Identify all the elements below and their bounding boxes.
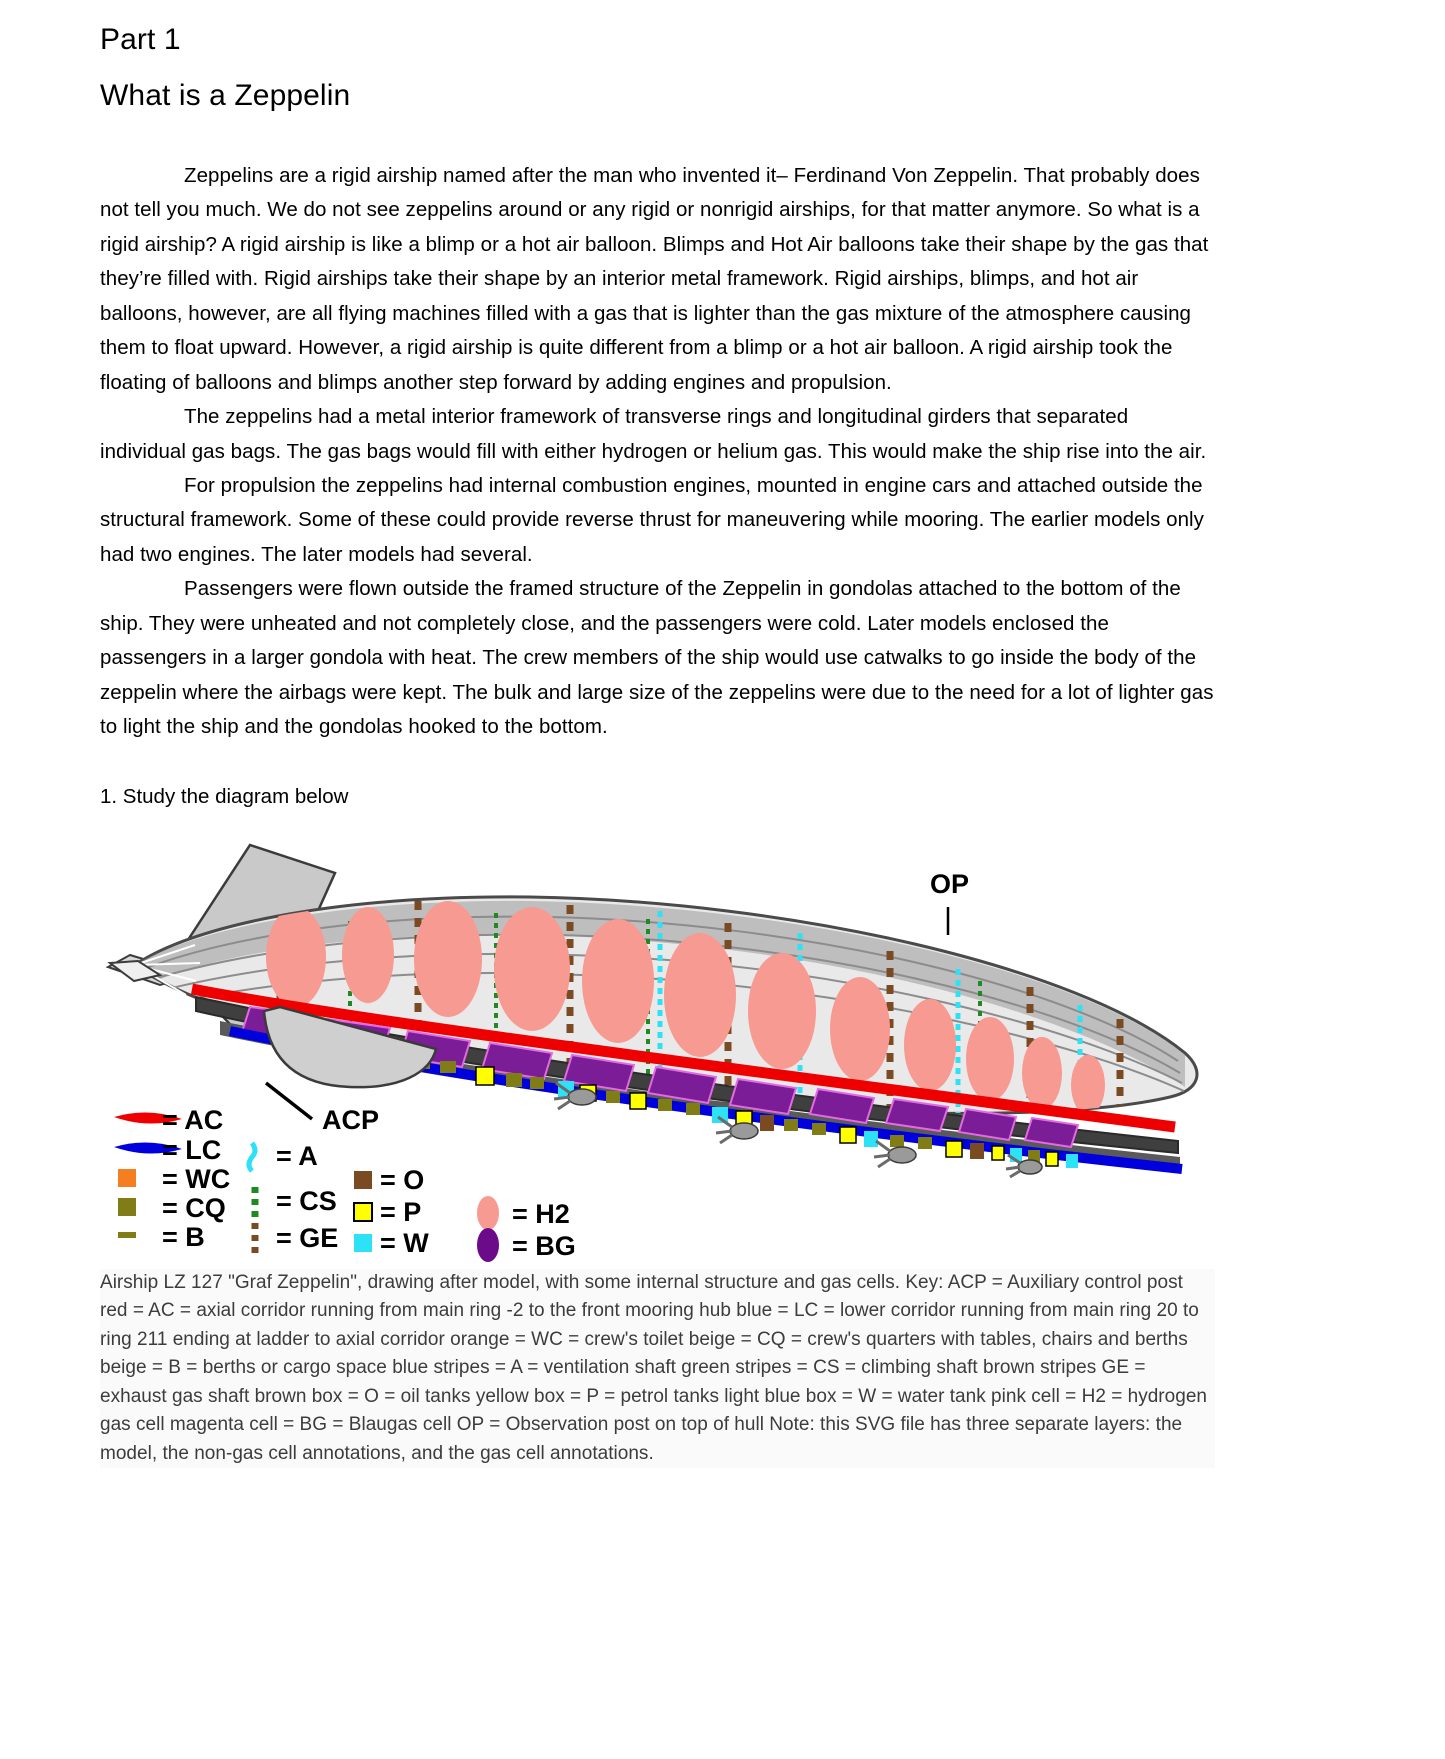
legend-swatch-p xyxy=(354,1203,372,1221)
part-heading: Part 1 xyxy=(100,23,181,56)
legend-label-ac: = AC xyxy=(162,1104,224,1135)
legend-label-b: = B xyxy=(162,1221,205,1252)
legend-label-o: = O xyxy=(380,1164,425,1195)
legend-label-h2: = H2 xyxy=(512,1198,570,1229)
paragraph-4-text: Passengers were flown outside the framed structure of the Zeppelin in gondolas attached to the bottom of the ship. They were unheated and not completely close, and the passengers were cold. Later models enclosed the passengers in a larger gondola with heat. The crew members of the ship would use catwalks to go inside the body of the zeppelin where the airbags were kept. The bulk and large size of the zeppelins were due to the need for a lot of lighter gas to light the ship and the gondolas hooked to the bottom. xyxy=(100,577,1214,738)
legend-swatch-o xyxy=(354,1171,372,1189)
legend-col4 xyxy=(477,1196,576,1262)
paragraph-1-text: Zeppelins are a rigid airship named after the man who invented it– Ferdinand Von Zeppelin. That probably does not tell you much. We do not see zeppelins around or any rigid or nonrigid airships, for that matter anymore. So what is a rigid airship? A rigid airship is like a blimp or a hot air balloon. Blimps and Hot Air balloons take their shape by the gas that they’re filled with. Rigid airships take their shape by an interior metal framework. Rigid airships, blimps, and hot air balloons, however, are all flying machines filled with a gas that is lighter than the gas mixture of the atmosphere causing them to float upward. However, a rigid airship is quite different from a blimp or a hot air balloon. A rigid airship took the floating of balloons and blimps another step forward by adding engines and propulsion. xyxy=(100,164,1209,394)
legend-label-a: = A xyxy=(276,1140,318,1171)
paragraph-2-text: The zeppelins had a metal interior framework of transverse rings and longitudinal girders that separated individual gas bags. The gas bags would fill with either hydrogen or helium gas. This would make the ship rise into the air. xyxy=(100,405,1207,463)
observation-post-annotation xyxy=(930,869,969,935)
zeppelin-diagram xyxy=(100,835,1215,1265)
legend-swatch-h2 xyxy=(477,1196,499,1230)
paragraph-3 xyxy=(100,469,1215,572)
question-text: 1. Study the diagram below xyxy=(100,785,349,809)
paragraph-1 xyxy=(100,159,1215,400)
legend-col1 xyxy=(114,1105,230,1252)
legend-col3 xyxy=(354,1165,429,1258)
legend-swatch-cq xyxy=(118,1198,136,1216)
legend-label-p: = P xyxy=(380,1196,422,1227)
legend-label-cs: = CS xyxy=(276,1185,337,1216)
figure-caption: Airship LZ 127 "Graf Zeppelin", drawing after model, with some internal structure and gas cells. Key: ACP = Auxiliary control post red = AC = axial corridor running from main ring -2 to the front mooring hub blue = LC = lower corridor running from main ring 20 to ring 211 ending at ladder to axial corridor orange = WC = crew's toilet beige = CQ = crew's quarters with tables, chairs and berths beige = B = berths or cargo space blue stripes = A = ventilation shaft green stripes = CS = climbing shaft brown stripes GE = exhaust gas shaft brown box = O = oil tanks yellow box = P = petrol tanks light blue box = W = water tank pink cell = H2 = hydrogen gas cell magenta cell = BG = Blaugas cell OP = Observation post on top of hull Note: this SVG file has three separate layers: the model, the non-gas cell annotations, and the gas cell annotations. xyxy=(100,1269,1215,1469)
acp-label: ACP xyxy=(322,1104,380,1135)
legend-label-ge: = GE xyxy=(276,1222,339,1253)
legend-swatch-wc xyxy=(118,1169,136,1187)
paragraph-4 xyxy=(100,572,1215,744)
acp-annotation xyxy=(266,1083,379,1135)
paragraph-3-text: For propulsion the zeppelins had internal combustion engines, mounted in engine cars and attached outside the structural framework. Some of these could provide reverse thrust for maneuvering while mooring. The earlier models only had two engines. The later models had several. xyxy=(100,473,1204,566)
op-label: OP xyxy=(930,868,970,899)
paragraph-2 xyxy=(100,400,1215,469)
legend-label-bg: = BG xyxy=(512,1230,576,1261)
legend-swatch-bg xyxy=(477,1228,499,1262)
document-content xyxy=(100,0,1215,1468)
legend-swatch-w xyxy=(354,1234,372,1252)
legend-col2 xyxy=(249,1141,338,1255)
legend-swatch-b xyxy=(118,1232,136,1238)
zeppelin-svg xyxy=(100,835,1215,1265)
legend-swatch-a xyxy=(249,1143,255,1171)
legend-label-w: = W xyxy=(380,1227,429,1258)
page-title: What is a Zeppelin xyxy=(100,78,351,112)
legend-label-lc: = LC xyxy=(162,1134,222,1165)
legend-label-wc: = WC xyxy=(162,1163,231,1194)
legend-label-cq: = CQ xyxy=(162,1192,226,1223)
